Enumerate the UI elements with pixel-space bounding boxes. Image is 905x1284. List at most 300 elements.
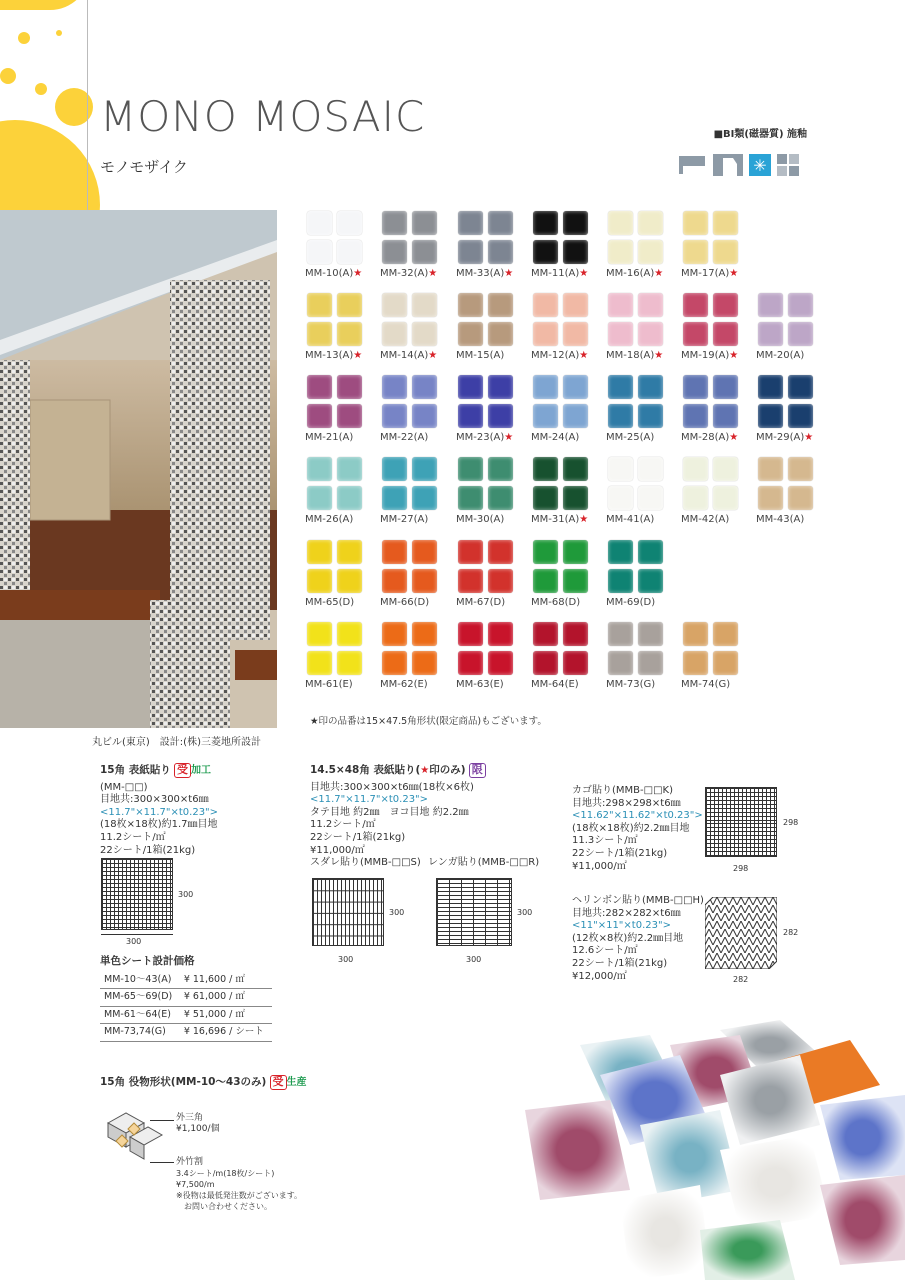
tile-code-label [606, 679, 655, 690]
yaku-item1 [176, 1113, 220, 1135]
tile-piece [307, 293, 332, 317]
tile-piece [458, 375, 483, 399]
tile-swatch [533, 457, 589, 511]
tile-swatch [608, 457, 664, 511]
tile-swatch [683, 293, 739, 347]
tile-piece [337, 622, 362, 646]
spec-line: 22シート/1箱(21kg) [100, 844, 196, 856]
price-value: ¥ 51,000 / ㎡ [180, 1006, 272, 1024]
exterior-wall-icon [713, 154, 743, 176]
tile-piece [638, 404, 663, 428]
tile-piece [758, 293, 783, 317]
leader-line [150, 1120, 174, 1121]
star-icon: ★ [504, 268, 514, 279]
tile-code-label [456, 597, 505, 608]
tile-piece [683, 404, 708, 428]
tile-piece [382, 211, 407, 235]
tile-swatch [458, 293, 514, 347]
tile-swatch [608, 211, 664, 265]
tile-piece [337, 322, 362, 346]
tile-code: MM-27(A) [380, 514, 429, 525]
tile-piece [488, 457, 513, 481]
price-section [100, 955, 272, 1042]
section-herringbone [572, 895, 707, 983]
tile-piece [533, 622, 558, 646]
tile-piece [412, 322, 437, 346]
page-subtitle: モノモザイク [100, 158, 188, 176]
tile-code-label [531, 350, 588, 361]
tile-code: MM-69(D) [606, 597, 656, 608]
deco-circle [0, 68, 16, 84]
tile-code: MM-22(A) [380, 432, 429, 443]
tile-code: MM-19(A) [681, 350, 730, 361]
tile-swatch [307, 375, 363, 429]
tile-code: MM-63(E) [456, 679, 504, 690]
svg-text:✳: ✳ [753, 156, 767, 175]
badge-text: 加工 [190, 765, 211, 776]
tile-swatch [533, 622, 589, 676]
tile-swatch [608, 622, 664, 676]
tile-pile-photo [520, 1015, 905, 1280]
tile-code-label [756, 514, 804, 525]
tile-code-label [380, 597, 429, 608]
tile-code: MM-41(A) [606, 514, 655, 525]
table-row [100, 972, 272, 989]
tile-code: MM-33(A) [456, 268, 505, 279]
tile-piece [307, 540, 332, 564]
tile-piece [713, 375, 738, 399]
tile-piece [488, 293, 513, 317]
tile-piece [533, 322, 558, 346]
tile-piece [382, 457, 407, 481]
deco-circle [18, 32, 30, 44]
tile-piece [533, 293, 558, 317]
tile-code-label [681, 679, 730, 690]
inch-spec: <11.62"×11.62"×t0.23"> [572, 810, 703, 822]
tile-code-label [681, 514, 729, 525]
tile-piece [382, 569, 407, 593]
tile-piece [307, 322, 332, 346]
price-value: ¥ 61,000 / ㎡ [180, 989, 272, 1007]
dim-width: 300 [126, 937, 142, 946]
tile-piece [533, 404, 558, 428]
herring-dim-h: 282 [783, 928, 799, 937]
tile-piece [382, 375, 407, 399]
tile-piece [337, 240, 362, 264]
tile-piece [307, 486, 332, 510]
star-icon: ★ [428, 268, 438, 279]
spec-line: タテ目地 約2㎜ ヨコ目地 約2.2㎜ [310, 806, 469, 818]
tile-code-label [305, 679, 353, 690]
tile-piece [337, 569, 362, 593]
tile-code: MM-30(A) [456, 514, 505, 525]
tile-piece [713, 211, 738, 235]
tile-swatch [758, 375, 814, 429]
tile-code-label [305, 268, 362, 279]
renga-dim-w: 300 [466, 955, 482, 964]
tile-piece [608, 375, 633, 399]
tile-piece [563, 486, 588, 510]
tile-piece [337, 404, 362, 428]
item-spec: 3.4シート/m(18枚/シート) [176, 1169, 275, 1178]
tile-piece [412, 457, 437, 481]
tile-piece [638, 457, 663, 481]
tile-piece [608, 622, 633, 646]
item-price: ¥7,500/m [176, 1180, 215, 1189]
tile-piece [788, 457, 813, 481]
star-icon: ★ [353, 350, 363, 361]
tile-piece [533, 569, 558, 593]
table-row [100, 1006, 272, 1024]
section-15sq [100, 763, 290, 857]
tile-piece [382, 404, 407, 428]
tile-piece [533, 540, 558, 564]
tile-swatch [458, 211, 514, 265]
tile-code: MM-28(A) [681, 432, 730, 443]
tile-code-label [456, 514, 504, 525]
tile-code: MM-62(E) [380, 679, 428, 690]
spec-line: 11.3シート/㎡ [572, 835, 638, 847]
star-icon: ★ [579, 350, 589, 361]
tile-piece [713, 293, 738, 317]
star-icon: ★ [579, 514, 589, 525]
tile-code: MM-24(A) [531, 432, 580, 443]
tile-piece [563, 622, 588, 646]
section-title-end: 印のみ) [429, 764, 466, 776]
tile-piece [683, 651, 708, 675]
tile-swatch [382, 293, 438, 347]
star-icon: ★ [654, 268, 664, 279]
tile-swatch [758, 457, 814, 511]
tile-piece [608, 569, 633, 593]
yaku-title: 15角 役物形状(MM-10～43のみ) [100, 1076, 267, 1088]
tile-piece [683, 322, 708, 346]
tile-code: MM-42(A) [681, 514, 730, 525]
tile-piece [683, 622, 708, 646]
tile-code: MM-18(A) [606, 350, 655, 361]
yaku-item2 [176, 1157, 302, 1212]
dim-height: 300 [178, 890, 194, 899]
tile-piece [713, 651, 738, 675]
tile-code: MM-25(A) [606, 432, 655, 443]
table-row [100, 1024, 272, 1042]
tile-code-label [380, 350, 437, 361]
tile-piece [758, 457, 783, 481]
floor-icon [677, 154, 707, 176]
spec-line: 目地共:300×300×t6㎜(18枚×6枚) [310, 781, 474, 793]
tile-code: MM-13(A) [305, 350, 354, 361]
star-icon: ★ [654, 350, 664, 361]
section-1448 [310, 763, 540, 857]
tile-swatch [608, 375, 664, 429]
tile-swatch [533, 211, 589, 265]
tile-piece [337, 211, 362, 235]
spec-line: (18枚×18枚)約1.7㎜目地 [100, 819, 218, 831]
tile-piece [307, 569, 332, 593]
tile-piece [307, 211, 332, 235]
tile-piece [608, 651, 633, 675]
tile-code: MM-20(A) [756, 350, 805, 361]
tile-piece [382, 322, 407, 346]
tile-piece [638, 569, 663, 593]
tile-code: MM-11(A) [531, 268, 580, 279]
tile-piece [608, 457, 633, 481]
tile-swatch [382, 540, 438, 594]
tile-code: MM-73(G) [606, 679, 656, 690]
tile-code-label [531, 514, 588, 525]
tile-swatch [683, 375, 739, 429]
tile-piece [563, 322, 588, 346]
tile-code-label [606, 597, 655, 608]
tile-piece [382, 240, 407, 264]
tile-piece [307, 240, 332, 264]
spec-line: 目地共:298×298×t6㎜ [572, 797, 681, 809]
tile-piece [683, 486, 708, 510]
limited-note: ★印の品番は15×47.5角形状(限定商品)もございます。 [310, 716, 547, 727]
star-icon: ★ [428, 350, 438, 361]
tile-piece [307, 651, 332, 675]
tile-swatch [533, 540, 589, 594]
renga-label: レンガ貼り(MMB-□□R) [428, 857, 540, 868]
price-code: MM-61～64(E) [100, 1006, 180, 1024]
tile-code-label [681, 432, 738, 443]
tile-piece [337, 293, 362, 317]
tile-piece [788, 486, 813, 510]
spec-line: 22シート/1箱(21kg) [310, 831, 406, 843]
photo-caption: 丸ビル(東京) 設計:(株)三菱地所設計 [92, 737, 261, 748]
tile-swatch [608, 540, 664, 594]
dim-line [101, 934, 173, 935]
tile-code: MM-21(A) [305, 432, 354, 443]
tile-swatch [458, 622, 514, 676]
tile-piece [758, 486, 783, 510]
tile-code: MM-26(A) [305, 514, 354, 525]
tile-code: MM-31(A) [531, 514, 580, 525]
tile-piece [533, 651, 558, 675]
limited-badge: 限 [469, 763, 486, 778]
tile-piece [337, 651, 362, 675]
tile-piece [563, 293, 588, 317]
tile-piece [458, 240, 483, 264]
spec-line: 11.2シート/㎡ [310, 819, 376, 831]
sudare-dim-w: 300 [338, 955, 354, 964]
tile-piece [488, 622, 513, 646]
price-table [100, 972, 272, 1042]
tile-piece [638, 240, 663, 264]
tile-code-label [305, 514, 353, 525]
tile-piece [488, 375, 513, 399]
tile-piece [638, 486, 663, 510]
tile-piece [337, 540, 362, 564]
tile-piece [683, 457, 708, 481]
star-icon: ★ [504, 432, 514, 443]
tile-piece [713, 404, 738, 428]
spec-line: 11.2シート/㎡ [100, 831, 166, 843]
tile-swatch [307, 211, 363, 265]
tile-piece [758, 322, 783, 346]
tile-piece [488, 322, 513, 346]
tile-code: MM-15(A) [456, 350, 505, 361]
spec-line: 22シート/1箱(21kg) [572, 847, 668, 859]
tile-piece [307, 622, 332, 646]
tile-piece [638, 651, 663, 675]
tile-piece [758, 375, 783, 399]
tile-code: MM-32(A) [380, 268, 429, 279]
order-badge: 受 [270, 1075, 287, 1090]
tile-code-label [756, 432, 813, 443]
tile-piece [488, 651, 513, 675]
tile-piece [638, 622, 663, 646]
tile-piece [563, 404, 588, 428]
tile-code-label [456, 679, 504, 690]
spec-line: 12.6シート/㎡ [572, 945, 638, 957]
tile-swatch [758, 293, 814, 347]
tile-piece [788, 322, 813, 346]
tile-swatch [307, 540, 363, 594]
tile-piece [458, 457, 483, 481]
spec-line: (18枚×18枚)約2.2㎜目地 [572, 822, 690, 834]
tile-code-label [531, 268, 588, 279]
spec-line: ¥11,000/㎡ [572, 860, 627, 872]
tile-code-label [380, 432, 428, 443]
kago-dim-h: 298 [783, 818, 799, 827]
tile-swatch [382, 457, 438, 511]
tile-piece [683, 293, 708, 317]
tile-swatch [533, 375, 589, 429]
tile-piece [713, 486, 738, 510]
tile-piece [337, 457, 362, 481]
section-kago [572, 785, 707, 873]
tile-piece [488, 211, 513, 235]
tile-piece [488, 540, 513, 564]
star-icon: ★ [729, 350, 739, 361]
tile-piece [307, 375, 332, 399]
tile-swatch [307, 457, 363, 511]
tile-piece [412, 240, 437, 264]
tile-piece [563, 651, 588, 675]
tile-piece [563, 211, 588, 235]
tile-piece [488, 240, 513, 264]
price-value: ¥ 16,696 / シート [180, 1024, 272, 1042]
tile-piece [683, 375, 708, 399]
tile-piece [412, 622, 437, 646]
tile-piece [458, 651, 483, 675]
tile-piece [458, 322, 483, 346]
tile-swatch [382, 375, 438, 429]
tile-swatch [458, 457, 514, 511]
tile-code-label [305, 597, 354, 608]
tile-piece [488, 404, 513, 428]
tile-piece [638, 293, 663, 317]
kago-diagram [705, 787, 777, 857]
tile-code-label [456, 268, 513, 279]
tile-swatch [683, 622, 739, 676]
sudare-dim-h: 300 [389, 908, 405, 917]
tile-piece [412, 293, 437, 317]
spec-line: 目地共:282×282×t6㎜ [572, 907, 681, 919]
tile-swatch [382, 211, 438, 265]
star-icon: ★ [579, 268, 589, 279]
herringbone-diagram [705, 897, 777, 969]
tile-piece [608, 293, 633, 317]
tile-code: MM-29(A) [756, 432, 805, 443]
spec-line: 目地共:300×300×t6㎜ [100, 794, 209, 806]
note: お問い合わせください。 [184, 1202, 272, 1211]
note: ※役物は最低発注数がございます。 [176, 1191, 303, 1200]
tile-code-label [456, 350, 504, 361]
leader-line [150, 1162, 174, 1163]
sudare-diagram [312, 878, 384, 946]
tile-piece [638, 322, 663, 346]
tile-piece [412, 569, 437, 593]
grade-label: ■BⅠ類(磁器質) 施釉 [713, 129, 807, 140]
tile-code: MM-23(A) [456, 432, 505, 443]
tile-swatch [382, 622, 438, 676]
sudare-label: スダレ貼り(MMB-□□S) [310, 857, 421, 868]
inch-spec: <11"×11"×t0.23"> [572, 920, 671, 932]
tile-swatch [307, 622, 363, 676]
tile-code-label [606, 268, 663, 279]
tile-piece [608, 486, 633, 510]
tile-piece [788, 375, 813, 399]
tile-code-label [305, 350, 362, 361]
item-name: 外三角 [176, 1113, 204, 1123]
tile-piece [412, 375, 437, 399]
tile-piece [488, 569, 513, 593]
tile-piece [458, 211, 483, 235]
tile-code-label [531, 679, 579, 690]
tile-piece [608, 322, 633, 346]
price-value: ¥ 11,600 / ㎡ [180, 972, 272, 989]
star-icon: ★ [729, 432, 739, 443]
deco-circle [35, 83, 47, 95]
tile-piece [458, 293, 483, 317]
tile-code-label [380, 514, 428, 525]
tile-piece [533, 375, 558, 399]
star-icon: ★ [729, 268, 739, 279]
tile-piece [713, 457, 738, 481]
tile-piece [337, 486, 362, 510]
tile-piece [382, 293, 407, 317]
deco-circle [0, 0, 90, 10]
star-icon: ★ [804, 432, 814, 443]
inch-spec: <11.7"×11.7"×t0.23"> [310, 794, 429, 806]
tile-piece [758, 404, 783, 428]
tile-code-label [305, 432, 353, 443]
spec-line: ¥12,000/㎡ [572, 970, 627, 982]
tile-code: MM-66(D) [380, 597, 430, 608]
price-title: 単色シート設計価格 [100, 955, 195, 967]
tile-piece [307, 457, 332, 481]
price-code: MM-10～43(A) [100, 972, 180, 989]
tile-swatch [683, 457, 739, 511]
tile-piece [533, 240, 558, 264]
section-yakumono [100, 1075, 350, 1090]
tile-piece [488, 486, 513, 510]
spec-line: (12枚×8枚)約2.2㎜目地 [572, 932, 684, 944]
tile-piece [382, 486, 407, 510]
tile-piece [713, 622, 738, 646]
title-star: ★ [420, 765, 430, 776]
tile-piece [533, 457, 558, 481]
tile-piece [458, 486, 483, 510]
tile-piece [608, 240, 633, 264]
item-name: 外竹割 [176, 1157, 204, 1167]
interior-photo [0, 210, 277, 728]
tile-swatch [458, 375, 514, 429]
tile-piece [412, 404, 437, 428]
tile-piece [683, 211, 708, 235]
